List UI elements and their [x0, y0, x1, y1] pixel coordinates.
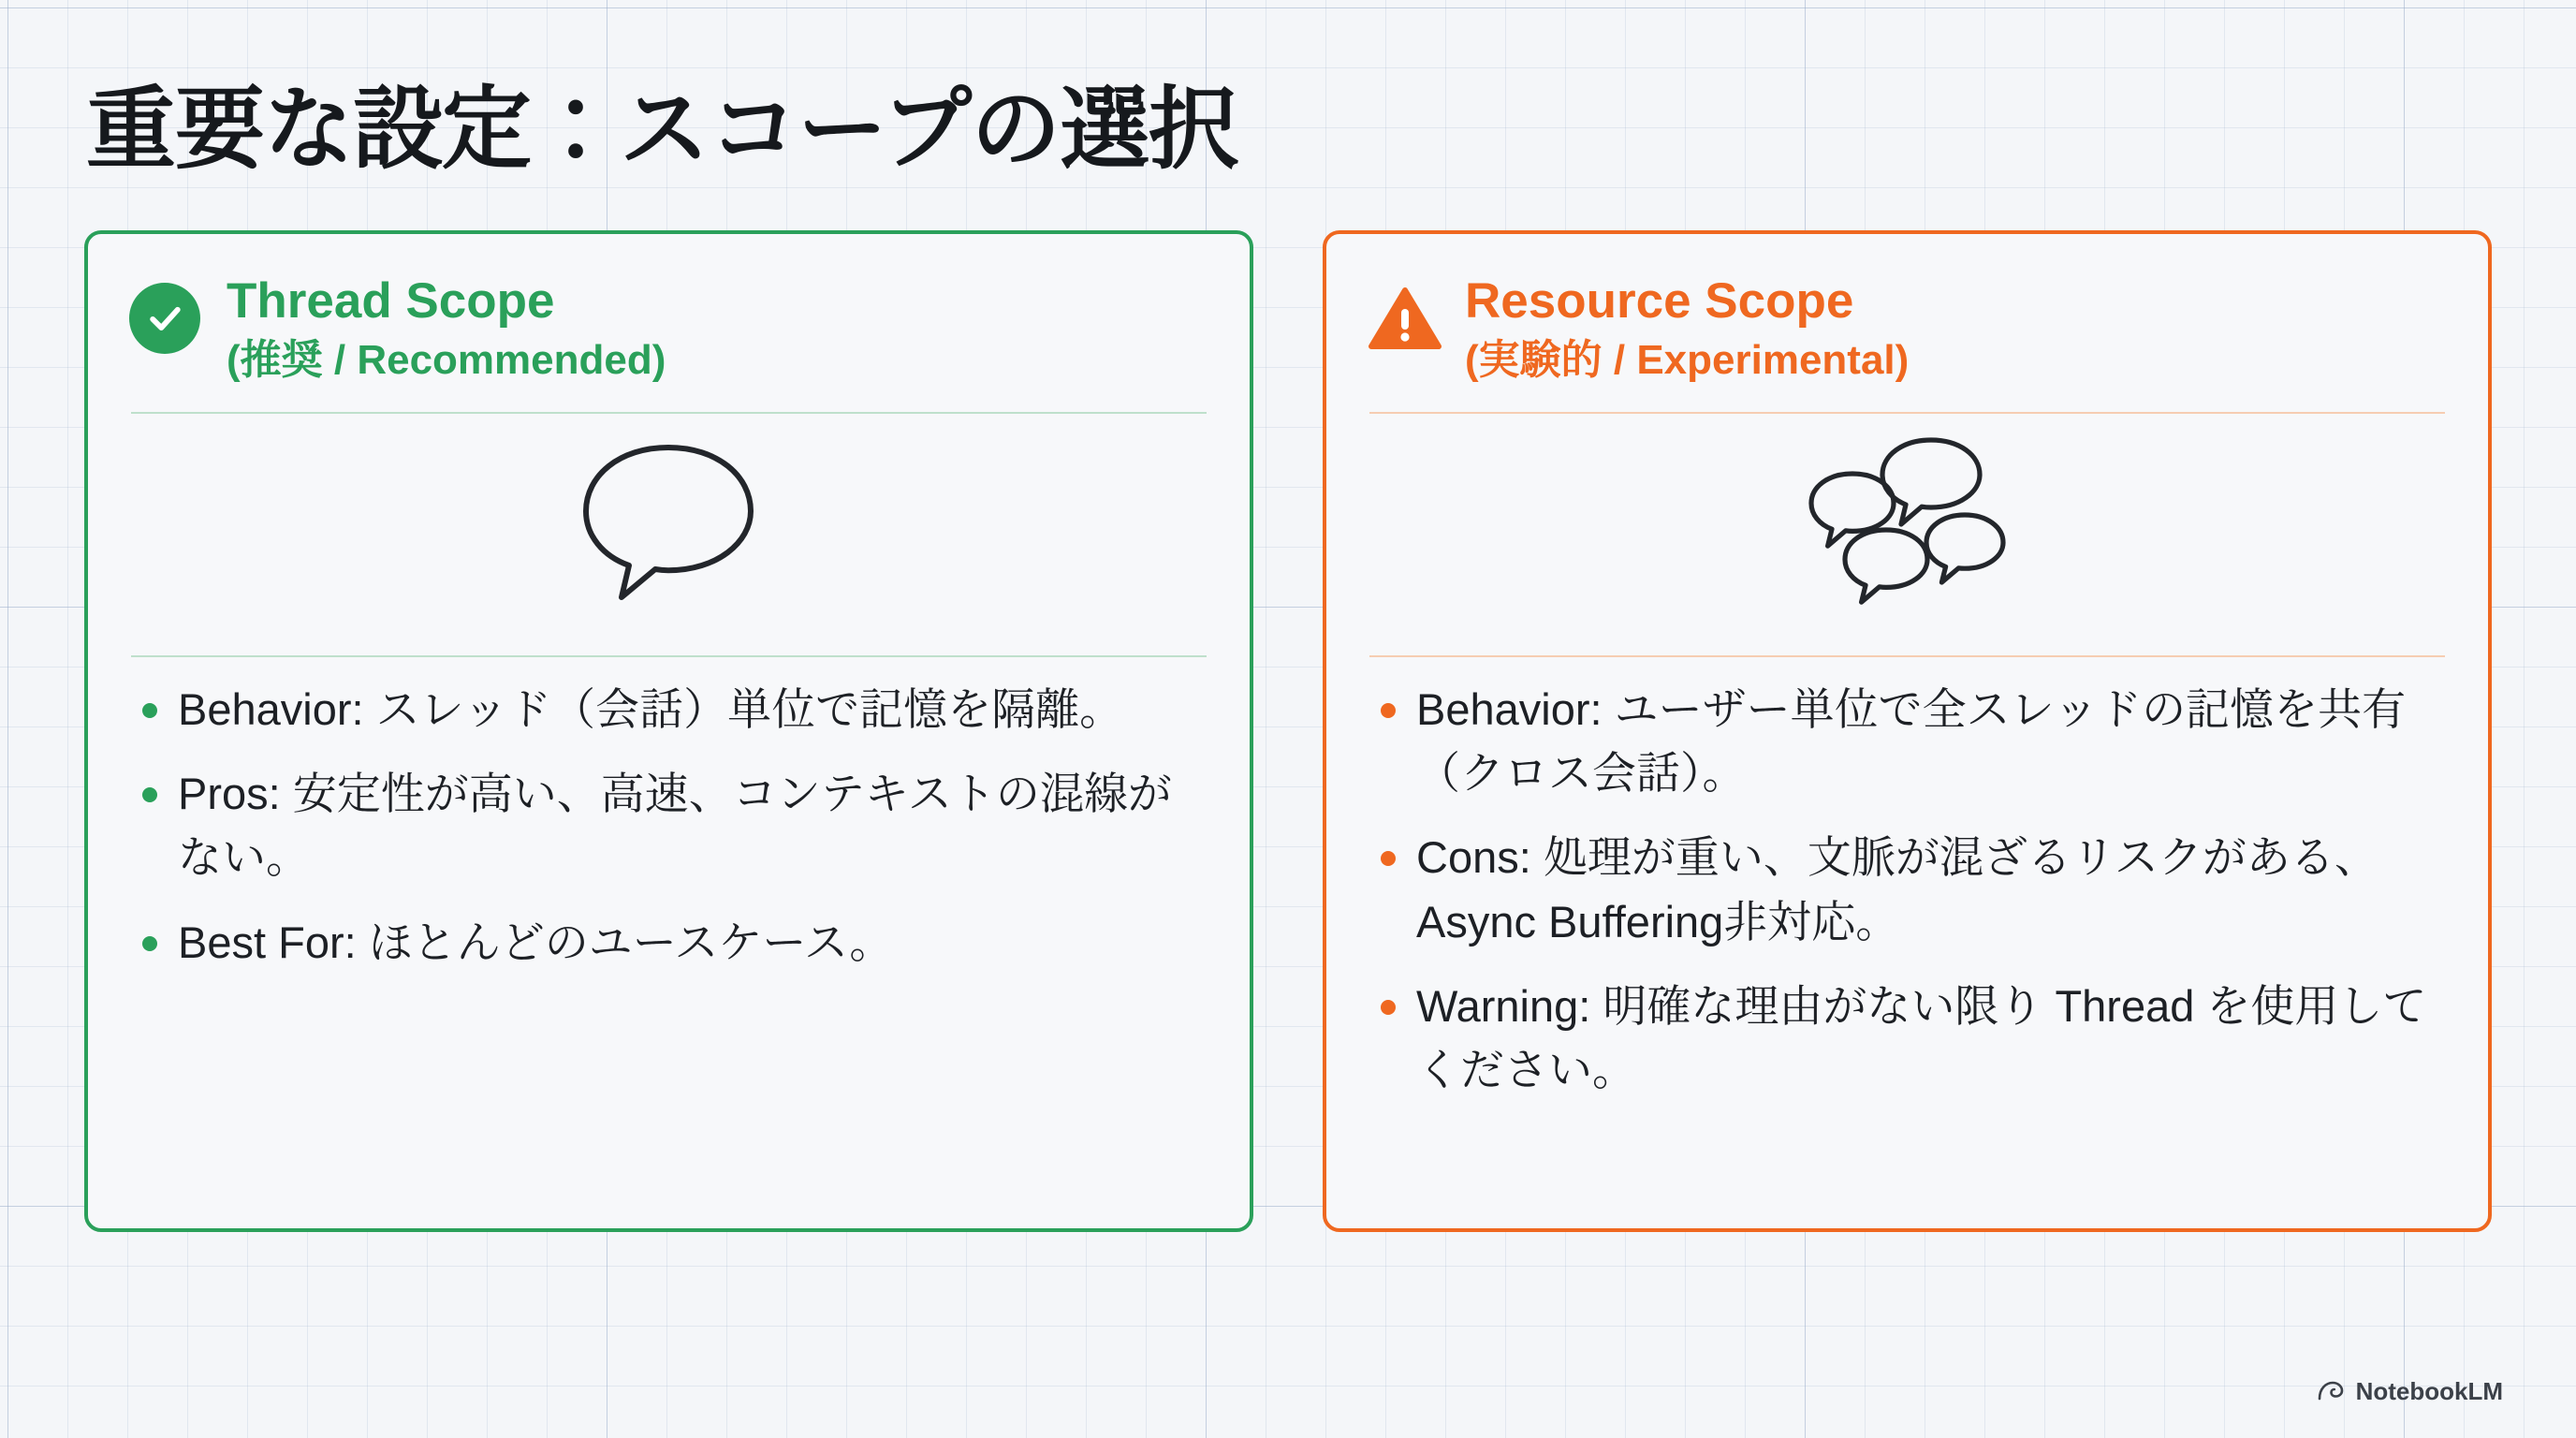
- notebooklm-logo-icon: [2317, 1380, 2345, 1404]
- thread-scope-bullets: [125, 678, 1212, 975]
- multiple-speech-bubbles-icon: [1364, 414, 2451, 629]
- notebooklm-brand: [2317, 1377, 2503, 1406]
- page-title: 重要な設定：スコープの選択: [86, 80, 1238, 180]
- resource-scope-name: Resource Scope: [1465, 273, 1854, 330]
- resource-scope-divider-bottom: [1369, 655, 2445, 657]
- list-item: Behavior: スレッド（会話）単位で記憶を隔離。: [135, 678, 1208, 741]
- scope-comparison-columns: [67, 230, 2509, 1232]
- list-item: Best For: ほとんどのユースケース。: [135, 911, 1208, 975]
- thread-scope-divider-bottom: [131, 655, 1207, 657]
- resource-scope-subtitle: (実験的 / Experimental): [1465, 337, 1910, 384]
- resource-scope-header: [1364, 266, 2451, 386]
- list-item: Warning: 明確な理由がない限り Thread を使用してください。: [1373, 975, 2447, 1102]
- list-item: Behavior: ユーザー単位で全スレッドの記憶を共有（クロス会話）。: [1373, 678, 2447, 805]
- notebooklm-label: NotebookLM: [2355, 1377, 2503, 1405]
- list-item: Cons: 処理が重い、文脈が混ざるリスクがある、Async Buffering非対応。: [1373, 826, 2447, 953]
- warning-triangle-icon: [1368, 283, 1439, 354]
- resource-scope-card: [1323, 230, 2492, 1232]
- list-item: Pros: 安定性が高い、高速、コンテキストの混線がない。: [135, 762, 1208, 889]
- thread-scope-header: [125, 266, 1212, 386]
- resource-scope-bullets: [1364, 678, 2451, 1102]
- resource-scope-titles: [1465, 273, 1909, 386]
- check-circle-icon: [129, 283, 200, 354]
- thread-scope-titles: [227, 273, 666, 386]
- thread-scope-card: [84, 230, 1253, 1232]
- single-speech-bubble-icon: [125, 414, 1212, 629]
- thread-scope-subtitle: (推奨 / Recommended): [227, 337, 666, 384]
- thread-scope-name: Thread Scope: [227, 273, 555, 330]
